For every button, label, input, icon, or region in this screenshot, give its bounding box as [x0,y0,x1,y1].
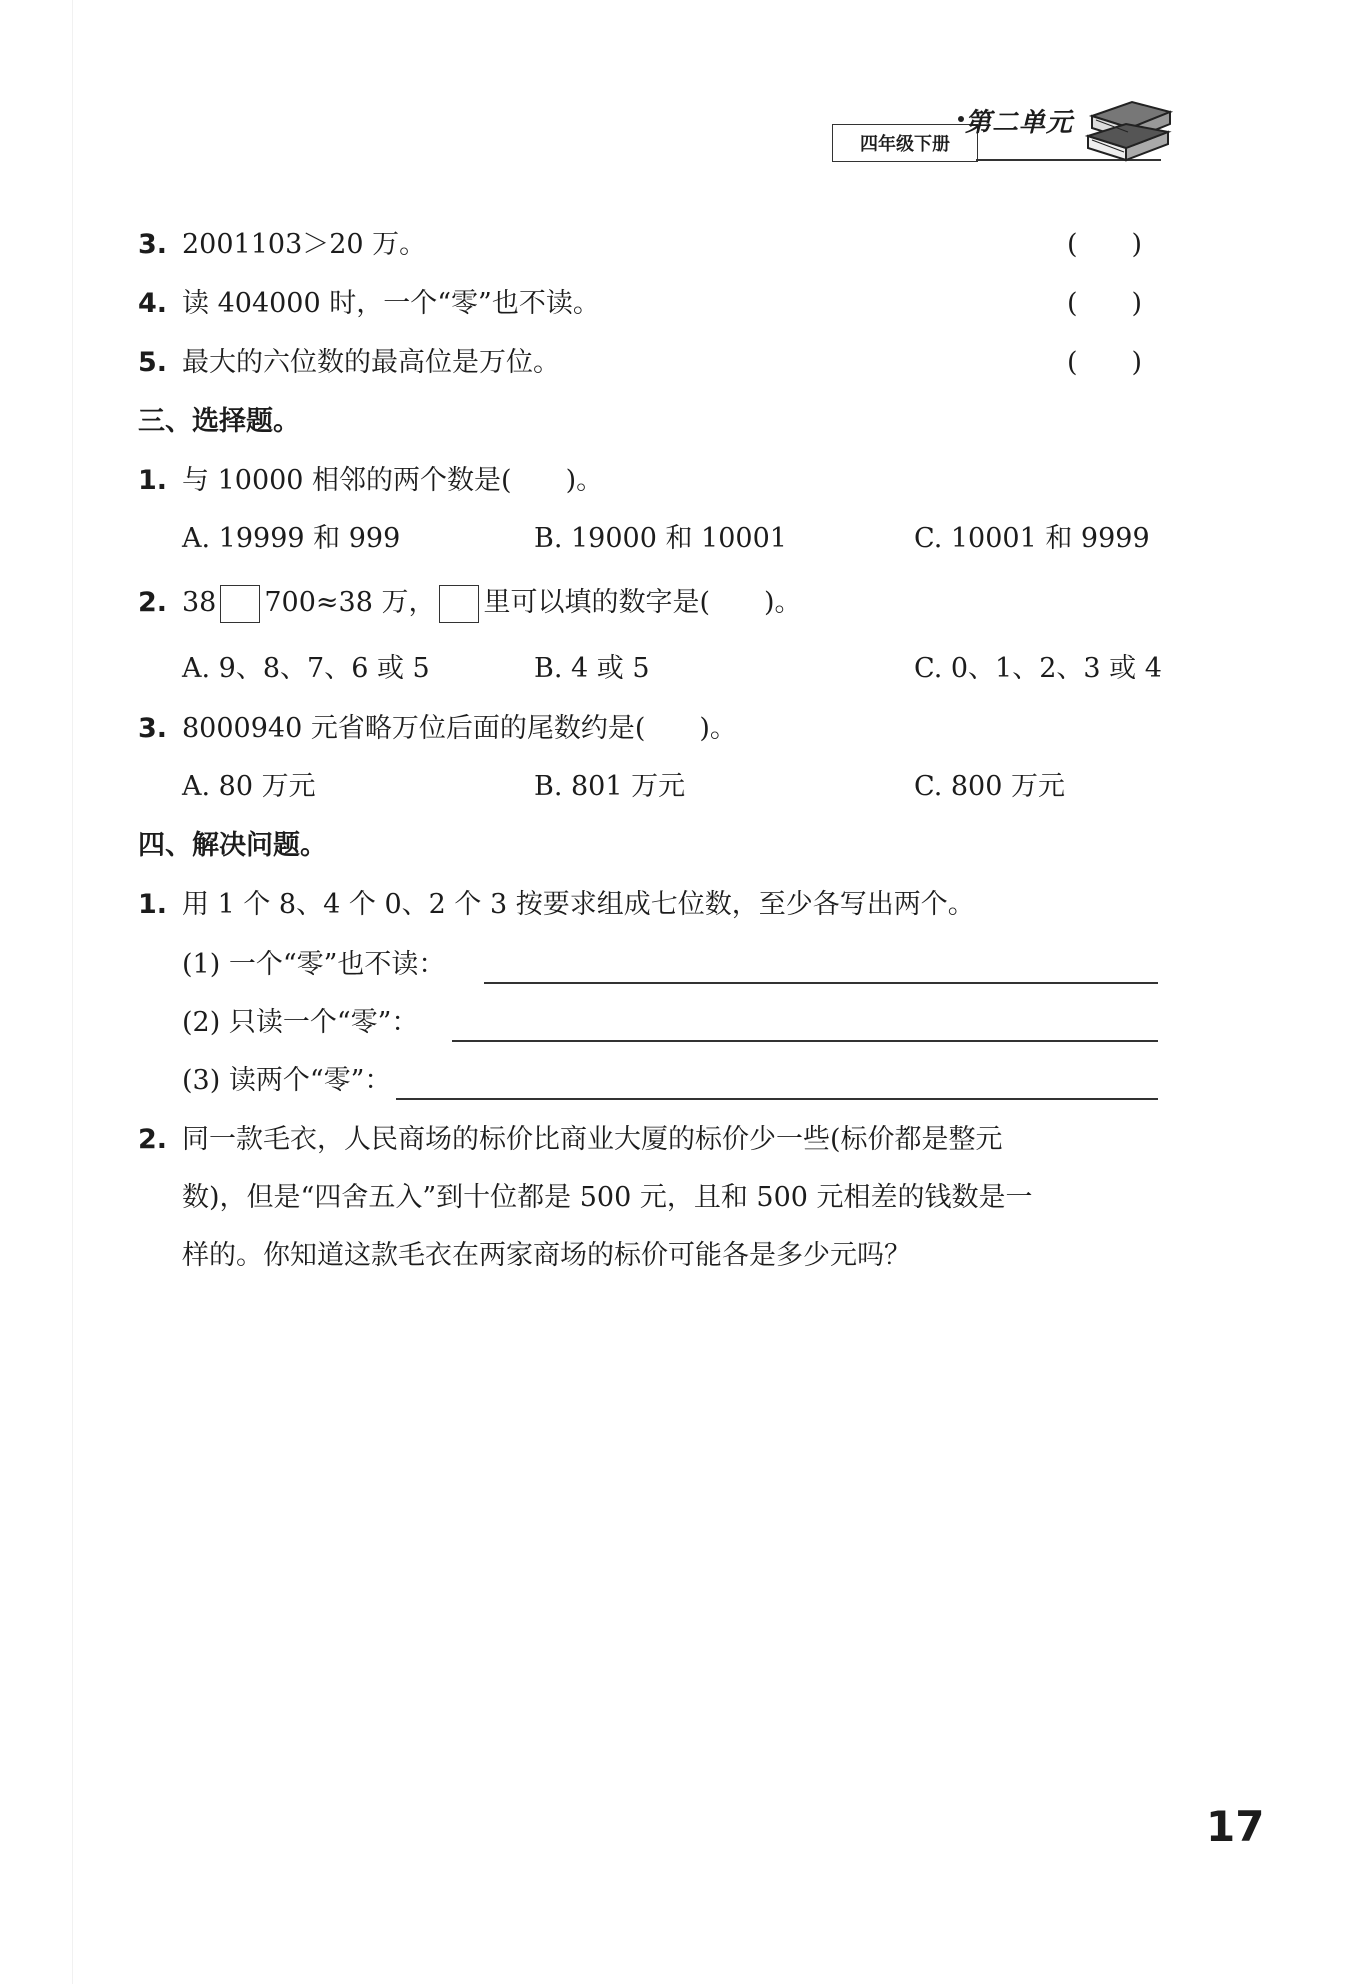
sub-question-2: (2) 只读一个“零”： [182,1007,419,1038]
page-header [832,92,1172,170]
sub-question-3: (3) 读两个“零”： [182,1065,392,1096]
problem-1: 1. 用 1 个 8、4 个 0、2 个 3 按要求组成七位数，至少各写出两个。 [138,889,975,920]
judgment-item: 5. 最大的六位数的最高位是万位。 [138,347,560,378]
answer-parentheses[interactable]: ( ) [1067,229,1143,260]
page-edge [72,0,73,1984]
choice-question-1: 1. 与 10000 相邻的两个数是( )。 [138,465,604,496]
option-c[interactable]: C. 0、1、2、3 或 4 [914,653,1162,684]
blank-box[interactable] [220,585,260,623]
option-c[interactable]: C. 10001 和 9999 [914,523,1150,554]
choice-question-2: 2. 38 700≈38 万， 里可以填的数字是( )。 [138,584,802,623]
option-b[interactable]: B. 19000 和 10001 [534,523,787,554]
answer-line[interactable] [452,1040,1158,1042]
problem-2-line-2: 数)，但是“四舍五入”到十位都是 500 元，且和 500 元相差的钱数是一 [182,1182,1033,1213]
choice-question-3: 3. 8000940 元省略万位后面的尾数约是( )。 [138,713,737,744]
blank-box[interactable] [439,585,479,623]
answer-parentheses[interactable]: ( ) [1067,288,1143,319]
answer-parentheses[interactable]: ( ) [1067,347,1143,378]
judgment-item: 3. 2001103＞20 万。 [138,229,427,260]
option-a[interactable]: A. 9、8、7、6 或 5 [182,653,430,684]
answer-line[interactable] [484,982,1158,984]
answer-line[interactable] [396,1098,1158,1100]
judgment-item: 4. 读 404000 时，一个“零”也不读。 [138,288,600,319]
header-dot [958,116,964,122]
option-b[interactable]: B. 4 或 5 [534,653,650,684]
unit-title: 第二单元 [965,108,1074,138]
option-c[interactable]: C. 800 万元 [914,771,1065,802]
problem-2: 2. 同一款毛衣，人民商场的标价比商业大厦的标价少一些(标价都是整元 [138,1124,1003,1155]
option-a[interactable]: A. 80 万元 [182,771,316,802]
option-b[interactable]: B. 801 万元 [534,771,686,802]
grade-label: 四年级下册 [832,124,978,162]
books-stack-icon [1082,96,1174,166]
section-title-problems: 四、解决问题。 [138,830,327,861]
page-number: 17 [1206,1802,1265,1851]
section-title-choice: 三、选择题。 [138,406,300,437]
sub-question-1: (1) 一个“零”也不读： [182,949,446,980]
problem-2-line-3: 样的。你知道这款毛衣在两家商场的标价可能各是多少元吗？ [182,1240,911,1271]
option-a[interactable]: A. 19999 和 999 [182,523,401,554]
